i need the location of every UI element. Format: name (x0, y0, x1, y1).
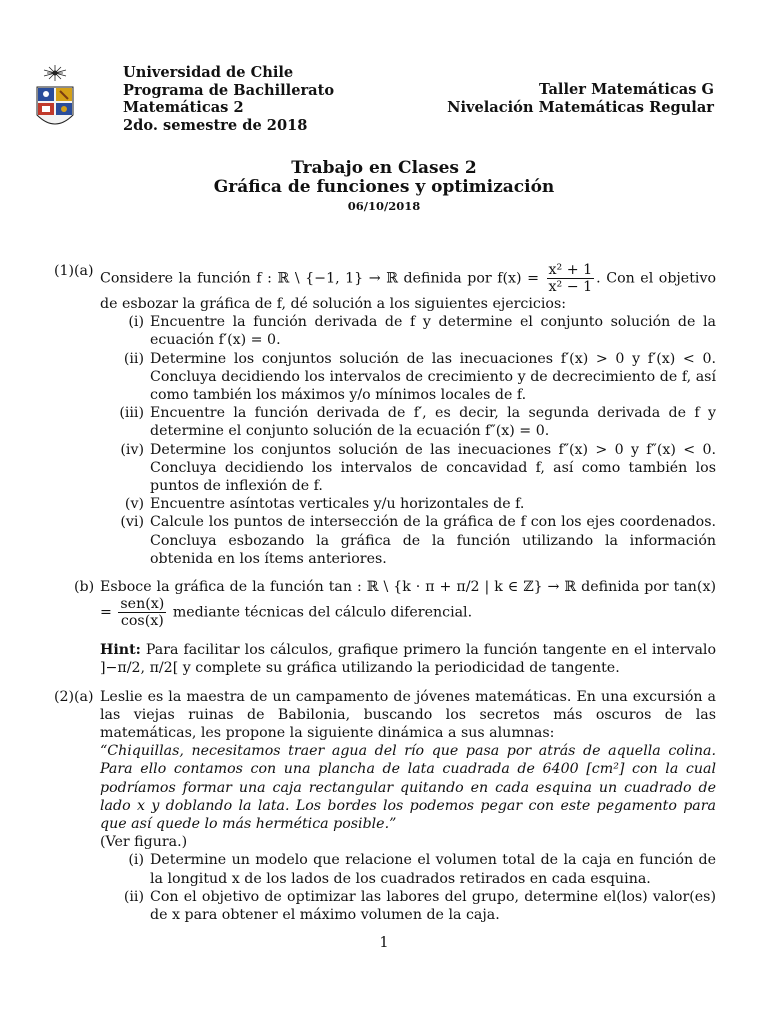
item-text: Determine los conjuntos solución de las inecuaciones f″(x) > 0 y f″(x) < 0. Concluya decidiendo los intervalos de concavidad f, así como también los puntos de inflexión de f. (150, 441, 716, 495)
item-text: Encuentre la función derivada de f′, es decir, la segunda derivada de f y determine el conjunto solución de la ecuación f″(x) = 0. (150, 405, 716, 440)
list-item (100, 441, 716, 496)
part-label: (a) (74, 688, 94, 705)
item-number: (iii) (119, 405, 144, 422)
problem-1b (54, 578, 716, 629)
page-number: 1 (379, 935, 389, 951)
fraction (118, 596, 166, 629)
figure-reference: (Ver figura.) (100, 834, 188, 851)
header-line: Taller Matemáticas G (539, 81, 714, 98)
university-seal-logo (33, 63, 77, 135)
problem-number: (2) (54, 688, 75, 705)
header-line: 2do. semestre de 2018 (123, 116, 308, 134)
problem-2 (54, 688, 716, 852)
hint-label: Hint: (100, 642, 141, 659)
item-text: Encuentre asíntotas verticales y/u horizontales de f. (150, 496, 525, 513)
document-title: Trabajo en Clases 2 (291, 158, 477, 178)
item-number: (i) (128, 314, 144, 331)
item-number: (i) (128, 852, 144, 869)
document-title-block (0, 159, 768, 215)
problem-number: (1) (54, 263, 75, 279)
header-line: Nivelación Matemáticas Regular (447, 98, 714, 116)
hint-paragraph (100, 641, 716, 677)
item-text: Calcule los puntos de intersección de la gráfica de f con los ejes coordenados. Concluya esbozando la gráfica de la función utilizando la información obtenida en los ítems anteriores. (150, 514, 716, 567)
item-number: (ii) (123, 888, 144, 905)
list-item (100, 513, 716, 568)
header-institution (123, 64, 334, 134)
problem-2a-text (100, 688, 716, 852)
header-line: Programa de Bachillerato (123, 81, 335, 99)
header-course (447, 81, 714, 116)
intro-text: Leslie es la maestra de un campamento de jóvenes matemáticas. En una excursión a las viejas ruinas de Babilonia, buscando los secretos más oscuros de las matemáticas, les propone la siguiente dinámica a sus alumnas: (100, 688, 716, 742)
list-item (100, 350, 716, 405)
item-number: (vi) (120, 514, 144, 531)
problem-list (54, 262, 716, 924)
item-text: Determine los conjuntos solución de las inecuaciones f′(x) > 0 y f′(x) < 0. Concluya decidiendo los intervalos de crecimiento y de decrecimiento de f, así como también los máximos y/o mínimos locales de f. (150, 350, 716, 404)
header-line: Universidad de Chile (123, 64, 294, 81)
hint-text: Para facilitar los cálculos, grafique primero la función tangente en el intervalo ]−π/2, π/2[ y complete su gráfica utilizando la periodicidad de tangente. (100, 642, 716, 677)
list-item (100, 404, 716, 440)
fraction-denominator: cos(x) (120, 613, 164, 630)
problem-text: Esboce la gráfica de la función tan : ℝ \ {k · π + π/2 | k ∈ ℤ} → ℝ definida por tan(x) = (100, 579, 716, 621)
fraction-numerator: x² + 1 (548, 262, 593, 278)
list-item (100, 313, 716, 349)
part-label: (a) (74, 263, 94, 279)
part-label: (b) (74, 579, 95, 596)
document-date: 06/10/2018 (347, 199, 421, 213)
intro-text: Considere la función f : ℝ \ {−1, 1} → ℝ definida por f(x) = (100, 270, 539, 287)
item-text: Con el objetivo de optimizar las labores del grupo, determine el(los) valor(es) de x para obtener el máximo volumen de la caja. (150, 888, 716, 924)
fraction-numerator: sen(x) (120, 596, 165, 613)
item-number: (iv) (120, 441, 144, 458)
fraction (547, 262, 595, 295)
problem-1a-intro (100, 262, 716, 313)
quote-text: “Chiquillas, necesitamos traer agua del río que pasa por atrás de aquella colina. Para ello contamos con una plancha de lata cuadrada de 6400 [cm²] con la cual podríamos formar una caja rectangular quitando en cada esquina un cuadrado de lado x y doblando la lata. Los bordes los podemos pegar con este pegamento para que así quede lo más hermética posible.” (100, 743, 716, 833)
list-item (100, 851, 716, 887)
problem-text-continued: mediante técnicas del cálculo diferencial. (172, 604, 473, 621)
document-subtitle: Gráfica de funciones y optimización (213, 177, 555, 197)
item-text: Encuentre la función derivada de f y determine el conjunto solución de la ecuación f′(x) = 0. (150, 314, 716, 349)
problem-1 (54, 262, 716, 313)
item-text: Determine un modelo que relacione el volumen total de la caja en función de la longitud x de los lados de los cuadrados retirados en cada esquina. (150, 852, 716, 887)
intro-text-continued: . Con el objetivo de esbozar la gráfica de f, dé solución a los siguientes ejercicios: (100, 270, 717, 312)
fraction-denominator: x² − 1 (548, 279, 593, 295)
list-item (100, 495, 716, 513)
list-item (100, 888, 716, 924)
problem-1b-text (100, 578, 716, 629)
item-number: (v) (124, 496, 144, 513)
item-number: (ii) (123, 350, 144, 367)
header-line: Matemáticas 2 (123, 99, 244, 117)
